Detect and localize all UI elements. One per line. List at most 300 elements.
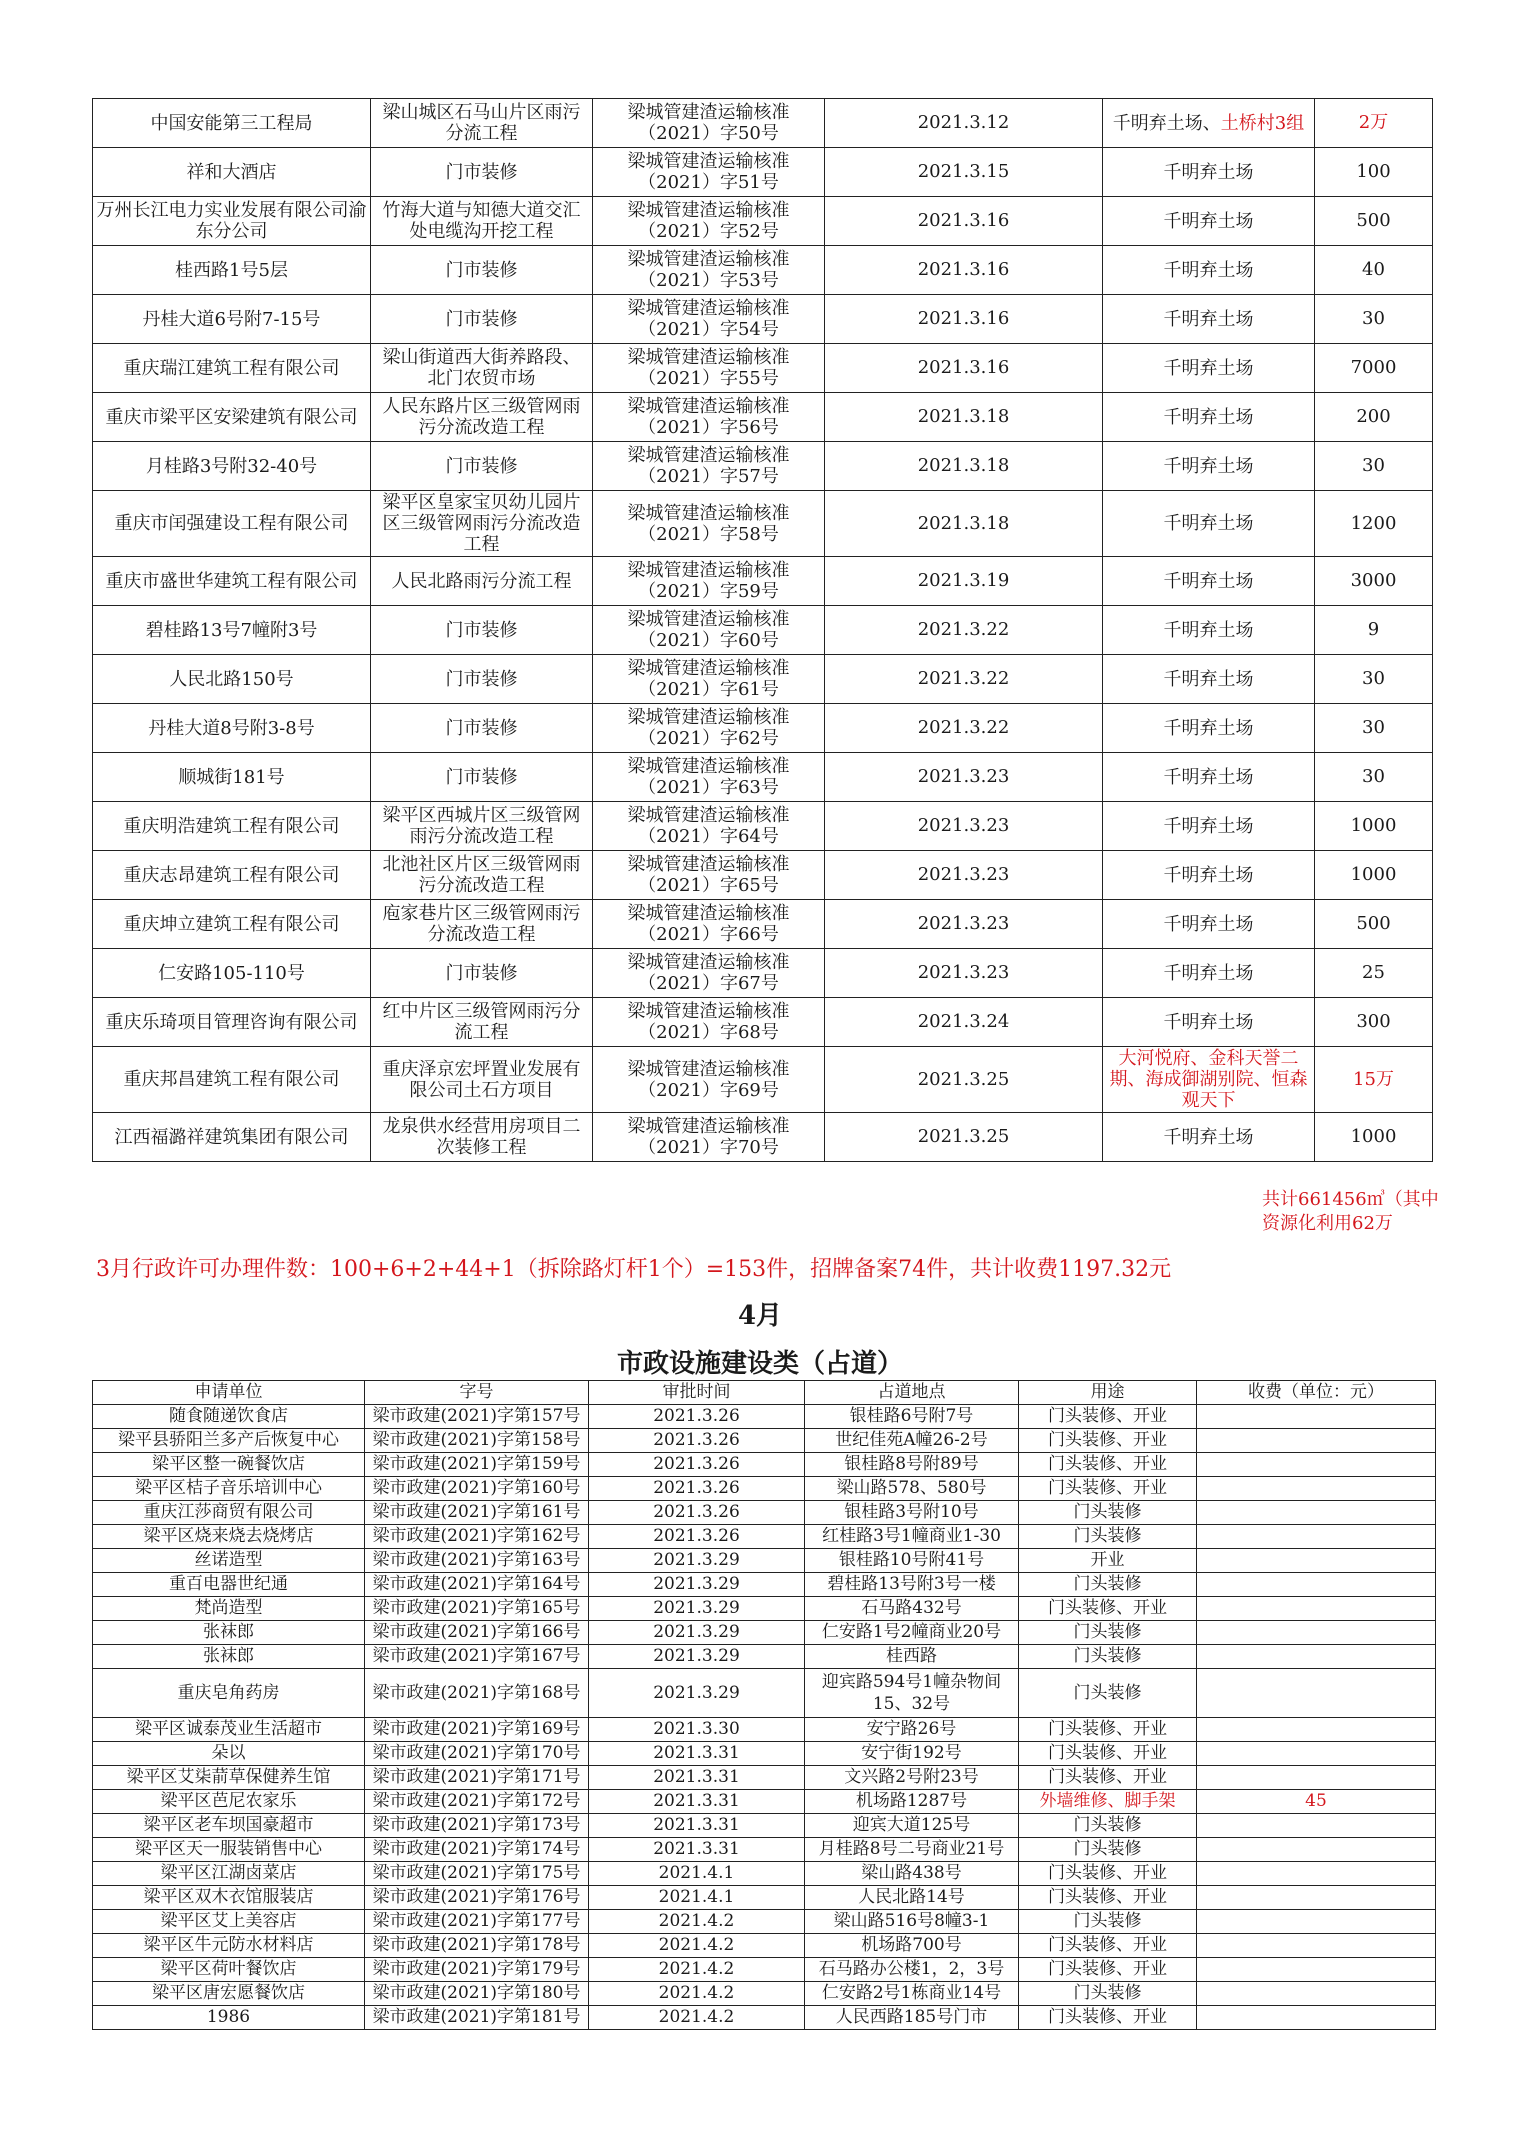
- applicant-cell: 随食随递饮食店: [93, 1405, 365, 1429]
- permit-cell: 梁城管建渣运输核准（2021）字69号: [593, 1047, 825, 1113]
- table-row: [93, 1549, 1436, 1573]
- date-cell: 2021.3.25: [825, 1047, 1103, 1113]
- location-cell: 银桂路10号附41号: [805, 1549, 1019, 1573]
- site-cell: [1103, 491, 1315, 557]
- approval-date-cell: 2021.3.31: [589, 1742, 805, 1766]
- purpose-cell: 开业: [1019, 1549, 1197, 1573]
- date-cell: 2021.3.19: [825, 557, 1103, 606]
- table-row: [93, 2006, 1436, 2030]
- location-cell: 月桂路8号二号商业21号: [805, 1838, 1019, 1862]
- table-row: [93, 1814, 1436, 1838]
- unit-cell: 江西福潞祥建筑集团有限公司: [93, 1113, 371, 1162]
- fee-cell: [1197, 1814, 1436, 1838]
- amount-cell: 100: [1315, 148, 1433, 197]
- permit-cell: 梁城管建渣运输核准（2021）字68号: [593, 998, 825, 1047]
- approval-date-cell: 2021.3.26: [589, 1453, 805, 1477]
- road-occupation-table: [92, 1380, 1436, 2030]
- approval-date-cell: 2021.3.29: [589, 1573, 805, 1597]
- table-row: [93, 1525, 1436, 1549]
- location-cell: 机场路1287号: [805, 1790, 1019, 1814]
- purpose-cell: 门头装修: [1019, 1621, 1197, 1645]
- site-cell: [1103, 704, 1315, 753]
- project-cell: 门市装修: [371, 704, 593, 753]
- header-fee: 收费（单位：元）: [1197, 1381, 1436, 1405]
- unit-cell: 重庆市闰强建设工程有限公司: [93, 491, 371, 557]
- project-cell: 门市装修: [371, 655, 593, 704]
- site-text: 千明弃土场: [1163, 668, 1254, 690]
- approval-date-cell: 2021.3.26: [589, 1501, 805, 1525]
- location-cell: 人民北路14号: [805, 1886, 1019, 1910]
- site-highlight: 大河悦府、金科天誉二期、海成御湖别院、恒森观天下: [1109, 1048, 1308, 1111]
- date-cell: 2021.3.16: [825, 246, 1103, 295]
- applicant-cell: 梁平区桔子音乐培训中心: [93, 1477, 365, 1501]
- approval-date-cell: 2021.4.1: [589, 1886, 805, 1910]
- project-cell: 北池社区片区三级管网雨污分流改造工程: [371, 851, 593, 900]
- applicant-cell: 丝诺造型: [93, 1549, 365, 1573]
- table-row: [93, 491, 1433, 557]
- date-cell: 2021.3.16: [825, 295, 1103, 344]
- purpose-cell: 门头装修、开业: [1019, 1453, 1197, 1477]
- table-row: [93, 1718, 1436, 1742]
- date-cell: 2021.3.24: [825, 998, 1103, 1047]
- date-cell: 2021.3.23: [825, 802, 1103, 851]
- header-approval-date: 审批时间: [589, 1381, 805, 1405]
- date-cell: 2021.3.22: [825, 704, 1103, 753]
- permit-no-cell: 梁市政建(2021)字第170号: [365, 1742, 589, 1766]
- permit-cell: 梁城管建渣运输核准（2021）字56号: [593, 393, 825, 442]
- table-row: [93, 1790, 1436, 1814]
- permit-cell: 梁城管建渣运输核准（2021）字62号: [593, 704, 825, 753]
- table-row: [93, 1429, 1436, 1453]
- table-row: [93, 295, 1433, 344]
- fee-cell: [1197, 1766, 1436, 1790]
- purpose-cell: 门头装修: [1019, 1814, 1197, 1838]
- table-row: [93, 1453, 1436, 1477]
- site-cell: [1103, 442, 1315, 491]
- site-text: 千明弃土场: [1163, 406, 1254, 428]
- unit-cell: 重庆志昂建筑工程有限公司: [93, 851, 371, 900]
- permit-cell: 梁城管建渣运输核准（2021）字60号: [593, 606, 825, 655]
- approval-date-cell: 2021.3.30: [589, 1718, 805, 1742]
- site-cell: [1103, 99, 1315, 148]
- table-row: [93, 998, 1433, 1047]
- project-cell: 门市装修: [371, 949, 593, 998]
- location-cell: 仁安路1号2幢商业20号: [805, 1621, 1019, 1645]
- project-cell: 梁平区皇家宝贝幼儿园片区三级管网雨污分流改造工程: [371, 491, 593, 557]
- site-text: 千明弃土场: [1163, 815, 1254, 837]
- location-cell: 梁山路578、580号: [805, 1477, 1019, 1501]
- permit-no-cell: 梁市政建(2021)字第178号: [365, 1934, 589, 1958]
- approval-date-cell: 2021.3.29: [589, 1645, 805, 1669]
- table-row: [93, 197, 1433, 246]
- applicant-cell: 梁平区烧来烧去烧烤店: [93, 1525, 365, 1549]
- site-text: 千明弃土场: [1163, 308, 1254, 330]
- date-cell: 2021.3.25: [825, 1113, 1103, 1162]
- header-permit-no: 字号: [365, 1381, 589, 1405]
- table-row: [93, 704, 1433, 753]
- table-row: [93, 1597, 1436, 1621]
- applicant-cell: 梁平区诚泰茂业生活超市: [93, 1718, 365, 1742]
- site-text: 千明弃土场: [1163, 259, 1254, 281]
- date-cell: 2021.3.12: [825, 99, 1103, 148]
- march-summary: 3月行政许可办理件数：100+6+2+44+1（拆除路灯杆1个）=153件，招牌备案74件，共计收费1197.32元: [96, 1257, 1172, 1282]
- location-cell: 安宁街192号: [805, 1742, 1019, 1766]
- project-cell: 门市装修: [371, 606, 593, 655]
- site-cell: [1103, 148, 1315, 197]
- unit-cell: 重庆乐琦项目管理咨询有限公司: [93, 998, 371, 1047]
- permit-cell: 梁城管建渣运输核准（2021）字58号: [593, 491, 825, 557]
- table-row: [93, 1573, 1436, 1597]
- permit-cell: 梁城管建渣运输核准（2021）字53号: [593, 246, 825, 295]
- purpose-cell: 门头装修: [1019, 1838, 1197, 1862]
- fee-cell: [1197, 2006, 1436, 2030]
- fee-cell: [1197, 1645, 1436, 1669]
- permit-cell: 梁城管建渣运输核准（2021）字64号: [593, 802, 825, 851]
- date-cell: 2021.3.16: [825, 197, 1103, 246]
- location-cell: 世纪佳苑A幢26-2号: [805, 1429, 1019, 1453]
- fee-cell: [1197, 1742, 1436, 1766]
- location-cell: 机场路700号: [805, 1934, 1019, 1958]
- site-cell: [1103, 197, 1315, 246]
- applicant-cell: 梁平区唐宏愿餐饮店: [93, 1982, 365, 2006]
- site-text: 千明弃土场: [1163, 864, 1254, 886]
- section-title: 市政设施建设类（占道）: [616, 1349, 903, 1379]
- site-cell: [1103, 753, 1315, 802]
- table-row: [93, 1405, 1436, 1429]
- fee-cell: [1197, 1477, 1436, 1501]
- approval-date-cell: 2021.3.29: [589, 1621, 805, 1645]
- site-cell: [1103, 557, 1315, 606]
- site-cell: [1103, 1047, 1315, 1113]
- table-row: [93, 1047, 1433, 1113]
- purpose-cell: 门头装修: [1019, 1669, 1197, 1718]
- fee-cell: [1197, 1501, 1436, 1525]
- amount-cell: 200: [1315, 393, 1433, 442]
- applicant-cell: 梁平区艾上美容店: [93, 1910, 365, 1934]
- purpose-cell: 门头装修、开业: [1019, 1958, 1197, 1982]
- permit-no-cell: 梁市政建(2021)字第161号: [365, 1501, 589, 1525]
- fee-cell: [1197, 1862, 1436, 1886]
- date-cell: 2021.3.23: [825, 753, 1103, 802]
- site-text: 千明弃土场: [1163, 717, 1254, 739]
- permit-cell: 梁城管建渣运输核准（2021）字50号: [593, 99, 825, 148]
- location-cell: 梁山路516号8幢3-1: [805, 1910, 1019, 1934]
- site-text: 千明弃土场: [1163, 1126, 1254, 1148]
- site-text: 千明弃土场: [1163, 357, 1254, 379]
- amount-cell: 25: [1315, 949, 1433, 998]
- amount-cell: 15万: [1315, 1047, 1433, 1113]
- fee-cell: [1197, 1934, 1436, 1958]
- unit-cell: 丹桂大道8号附3-8号: [93, 704, 371, 753]
- applicant-cell: 重庆皂角药房: [93, 1669, 365, 1718]
- permit-no-cell: 梁市政建(2021)字第160号: [365, 1477, 589, 1501]
- purpose-cell: 门头装修、开业: [1019, 1597, 1197, 1621]
- table-row: [93, 1645, 1436, 1669]
- purpose-cell: 门头装修: [1019, 1910, 1197, 1934]
- amount-cell: 300: [1315, 998, 1433, 1047]
- permit-no-cell: 梁市政建(2021)字第166号: [365, 1621, 589, 1645]
- permit-cell: 梁城管建渣运输核准（2021）字59号: [593, 557, 825, 606]
- permit-no-cell: 梁市政建(2021)字第177号: [365, 1910, 589, 1934]
- fee-cell: [1197, 1405, 1436, 1429]
- project-cell: 门市装修: [371, 246, 593, 295]
- applicant-cell: 梁平区整一碗餐饮店: [93, 1453, 365, 1477]
- amount-cell: 1200: [1315, 491, 1433, 557]
- approval-date-cell: 2021.3.26: [589, 1405, 805, 1429]
- table-row: [93, 99, 1433, 148]
- site-cell: [1103, 655, 1315, 704]
- table-row: [93, 1982, 1436, 2006]
- applicant-cell: 梁平区江湖卤菜店: [93, 1862, 365, 1886]
- table-row: [93, 851, 1433, 900]
- site-text: 千明弃土场: [1163, 513, 1254, 534]
- permit-no-cell: 梁市政建(2021)字第164号: [365, 1573, 589, 1597]
- site-text: 千明弃土场: [1163, 161, 1254, 183]
- date-cell: 2021.3.23: [825, 900, 1103, 949]
- location-cell: 石马路办公楼1，2，3号: [805, 1958, 1019, 1982]
- project-cell: 门市装修: [371, 295, 593, 344]
- permit-no-cell: 梁市政建(2021)字第158号: [365, 1429, 589, 1453]
- table-row: [93, 1838, 1436, 1862]
- table-row: [93, 606, 1433, 655]
- fee-cell: [1197, 1958, 1436, 1982]
- site-text: 千明弃土场: [1163, 766, 1254, 788]
- permit-no-cell: 梁市政建(2021)字第175号: [365, 1862, 589, 1886]
- table-row: [93, 246, 1433, 295]
- approval-date-cell: 2021.3.26: [589, 1525, 805, 1549]
- permit-no-cell: 梁市政建(2021)字第179号: [365, 1958, 589, 1982]
- approval-date-cell: 2021.3.31: [589, 1814, 805, 1838]
- date-cell: 2021.3.18: [825, 442, 1103, 491]
- permit-no-cell: 梁市政建(2021)字第172号: [365, 1790, 589, 1814]
- purpose-cell: 门头装修、开业: [1019, 1766, 1197, 1790]
- date-cell: 2021.3.22: [825, 655, 1103, 704]
- permit-no-cell: 梁市政建(2021)字第174号: [365, 1838, 589, 1862]
- permit-no-cell: 梁市政建(2021)字第163号: [365, 1549, 589, 1573]
- amount-cell: 500: [1315, 197, 1433, 246]
- fee-cell: [1197, 1597, 1436, 1621]
- project-cell: 庖家巷片区三级管网雨污分流改造工程: [371, 900, 593, 949]
- date-cell: 2021.3.23: [825, 851, 1103, 900]
- unit-cell: 重庆市梁平区安梁建筑有限公司: [93, 393, 371, 442]
- table-row: [93, 1742, 1436, 1766]
- amount-cell: 7000: [1315, 344, 1433, 393]
- location-cell: 迎宾大道125号: [805, 1814, 1019, 1838]
- fee-cell: [1197, 1718, 1436, 1742]
- permit-no-cell: 梁市政建(2021)字第168号: [365, 1669, 589, 1718]
- amount-cell: 40: [1315, 246, 1433, 295]
- site-highlight: 土桥村3组: [1220, 112, 1305, 134]
- applicant-cell: 重百电器世纪通: [93, 1573, 365, 1597]
- permit-cell: 梁城管建渣运输核准（2021）字65号: [593, 851, 825, 900]
- table-header-row: [93, 1381, 1436, 1405]
- permit-cell: 梁城管建渣运输核准（2021）字67号: [593, 949, 825, 998]
- unit-cell: 重庆市盛世华建筑工程有限公司: [93, 557, 371, 606]
- site-cell: [1103, 851, 1315, 900]
- project-cell: 龙泉供水经营用房项目二次装修工程: [371, 1113, 593, 1162]
- approval-date-cell: 2021.3.26: [589, 1429, 805, 1453]
- site-text: 千明弃土场: [1163, 913, 1254, 935]
- permit-no-cell: 梁市政建(2021)字第169号: [365, 1718, 589, 1742]
- purpose-cell: 门头装修、开业: [1019, 1934, 1197, 1958]
- applicant-cell: 梁平县骄阳兰多产后恢复中心: [93, 1429, 365, 1453]
- project-cell: 门市装修: [371, 442, 593, 491]
- permit-no-cell: 梁市政建(2021)字第171号: [365, 1766, 589, 1790]
- permit-cell: 梁城管建渣运输核准（2021）字63号: [593, 753, 825, 802]
- site-cell: [1103, 246, 1315, 295]
- site-cell: [1103, 606, 1315, 655]
- approval-date-cell: 2021.3.31: [589, 1838, 805, 1862]
- permit-no-cell: 梁市政建(2021)字第173号: [365, 1814, 589, 1838]
- site-text: 千明弃土场: [1163, 210, 1254, 232]
- permit-no-cell: 梁市政建(2021)字第165号: [365, 1597, 589, 1621]
- unit-cell: 碧桂路13号7幢附3号: [93, 606, 371, 655]
- site-cell: [1103, 998, 1315, 1047]
- location-cell: 银桂路8号附89号: [805, 1453, 1019, 1477]
- permit-cell: 梁城管建渣运输核准（2021）字57号: [593, 442, 825, 491]
- unit-cell: 祥和大酒店: [93, 148, 371, 197]
- fee-cell: [1197, 1669, 1436, 1718]
- site-text: 千明弃土场: [1163, 570, 1254, 592]
- table-row: [93, 1669, 1436, 1718]
- amount-cell: 3000: [1315, 557, 1433, 606]
- project-cell: 人民北路雨污分流工程: [371, 557, 593, 606]
- approval-date-cell: 2021.4.2: [589, 1934, 805, 1958]
- site-cell: [1103, 295, 1315, 344]
- purpose-cell: 门头装修、开业: [1019, 1862, 1197, 1886]
- location-cell: 仁安路2号1栋商业14号: [805, 1982, 1019, 2006]
- applicant-cell: 朵以: [93, 1742, 365, 1766]
- location-cell: 人民西路185号门市: [805, 2006, 1019, 2030]
- fee-cell: [1197, 1525, 1436, 1549]
- unit-cell: 人民北路150号: [93, 655, 371, 704]
- fee-cell: [1197, 1453, 1436, 1477]
- total-note: 共计661456㎥（其中资源化利用62万: [1262, 1189, 1439, 1234]
- amount-cell: 2万: [1315, 99, 1433, 148]
- applicant-cell: 梁平区艾柒葥草保健养生馆: [93, 1766, 365, 1790]
- amount-cell: 9: [1315, 606, 1433, 655]
- table-row: [93, 753, 1433, 802]
- site-cell: [1103, 900, 1315, 949]
- permit-no-cell: 梁市政建(2021)字第157号: [365, 1405, 589, 1429]
- location-cell: 迎宾路594号1幢杂物间15、32号: [805, 1669, 1019, 1718]
- applicant-cell: 梁平区老车坝国豪超市: [93, 1814, 365, 1838]
- project-cell: 门市装修: [371, 753, 593, 802]
- fee-cell: 45: [1197, 1790, 1436, 1814]
- fee-cell: [1197, 1982, 1436, 2006]
- table-row: [93, 148, 1433, 197]
- header-applicant: 申请单位: [93, 1381, 365, 1405]
- approval-date-cell: 2021.3.26: [589, 1477, 805, 1501]
- site-text: 千明弃土场: [1163, 619, 1254, 641]
- amount-cell: 30: [1315, 295, 1433, 344]
- project-cell: 重庆泽京宏坪置业发展有限公司土石方项目: [371, 1047, 593, 1113]
- project-cell: 竹海大道与知德大道交汇处电缆沟开挖工程: [371, 197, 593, 246]
- purpose-cell: 门头装修: [1019, 1982, 1197, 2006]
- permit-cell: 梁城管建渣运输核准（2021）字55号: [593, 344, 825, 393]
- applicant-cell: 1986: [93, 2006, 365, 2030]
- fee-cell: [1197, 1621, 1436, 1645]
- location-cell: 石马路432号: [805, 1597, 1019, 1621]
- amount-cell: 1000: [1315, 851, 1433, 900]
- location-cell: 银桂路3号附10号: [805, 1501, 1019, 1525]
- site-text: 千明弃土场: [1163, 962, 1254, 984]
- amount-cell: 30: [1315, 753, 1433, 802]
- amount-cell: 500: [1315, 900, 1433, 949]
- purpose-cell: 外墙维修、脚手架: [1019, 1790, 1197, 1814]
- table-row: [93, 949, 1433, 998]
- table-row: [93, 557, 1433, 606]
- table-row: [93, 1886, 1436, 1910]
- date-cell: 2021.3.18: [825, 393, 1103, 442]
- waste-transport-table: [92, 98, 1433, 1162]
- table-row: [93, 802, 1433, 851]
- approval-date-cell: 2021.4.2: [589, 1982, 805, 2006]
- permit-cell: 梁城管建渣运输核准（2021）字51号: [593, 148, 825, 197]
- date-cell: 2021.3.18: [825, 491, 1103, 557]
- table-row: [93, 1910, 1436, 1934]
- table-row: [93, 1958, 1436, 1982]
- project-cell: 人民东路片区三级管网雨污分流改造工程: [371, 393, 593, 442]
- project-cell: 红中片区三级管网雨污分流工程: [371, 998, 593, 1047]
- unit-cell: 仁安路105-110号: [93, 949, 371, 998]
- amount-cell: 30: [1315, 442, 1433, 491]
- unit-cell: 重庆邦昌建筑工程有限公司: [93, 1047, 371, 1113]
- location-cell: 银桂路6号附7号: [805, 1405, 1019, 1429]
- approval-date-cell: 2021.3.29: [589, 1669, 805, 1718]
- location-cell: 文兴路2号附23号: [805, 1766, 1019, 1790]
- site-text: 千明弃土场: [1163, 455, 1254, 477]
- fee-cell: [1197, 1838, 1436, 1862]
- purpose-cell: 门头装修、开业: [1019, 2006, 1197, 2030]
- site-text: 千明弃土场、: [1112, 112, 1221, 134]
- applicant-cell: 梁平区双木衣馆服装店: [93, 1886, 365, 1910]
- site-cell: [1103, 393, 1315, 442]
- applicant-cell: 张袜郎: [93, 1621, 365, 1645]
- location-cell: 桂西路: [805, 1645, 1019, 1669]
- permit-no-cell: 梁市政建(2021)字第162号: [365, 1525, 589, 1549]
- purpose-cell: 门头装修、开业: [1019, 1429, 1197, 1453]
- permit-no-cell: 梁市政建(2021)字第176号: [365, 1886, 589, 1910]
- project-cell: 门市装修: [371, 148, 593, 197]
- unit-cell: 中国安能第三工程局: [93, 99, 371, 148]
- table-row: [93, 655, 1433, 704]
- month-title: 4月: [737, 1301, 783, 1331]
- date-cell: 2021.3.22: [825, 606, 1103, 655]
- purpose-cell: 门头装修、开业: [1019, 1718, 1197, 1742]
- table-row: [93, 900, 1433, 949]
- approval-date-cell: 2021.4.2: [589, 2006, 805, 2030]
- unit-cell: 丹桂大道6号附7-15号: [93, 295, 371, 344]
- site-cell: [1103, 1113, 1315, 1162]
- purpose-cell: 门头装修、开业: [1019, 1477, 1197, 1501]
- purpose-cell: 门头装修: [1019, 1645, 1197, 1669]
- table-row: [93, 1766, 1436, 1790]
- applicant-cell: 张袜郎: [93, 1645, 365, 1669]
- permit-cell: 梁城管建渣运输核准（2021）字70号: [593, 1113, 825, 1162]
- permit-no-cell: 梁市政建(2021)字第159号: [365, 1453, 589, 1477]
- applicant-cell: 梵尚造型: [93, 1597, 365, 1621]
- fee-cell: [1197, 1429, 1436, 1453]
- unit-cell: 桂西路1号5层: [93, 246, 371, 295]
- applicant-cell: 梁平区牛元防水材料店: [93, 1934, 365, 1958]
- purpose-cell: 门头装修、开业: [1019, 1405, 1197, 1429]
- location-cell: 红桂路3号1幢商业1-30: [805, 1525, 1019, 1549]
- table-row: [93, 1113, 1433, 1162]
- fee-cell: [1197, 1573, 1436, 1597]
- site-cell: [1103, 344, 1315, 393]
- applicant-cell: 梁平区天一服装销售中心: [93, 1838, 365, 1862]
